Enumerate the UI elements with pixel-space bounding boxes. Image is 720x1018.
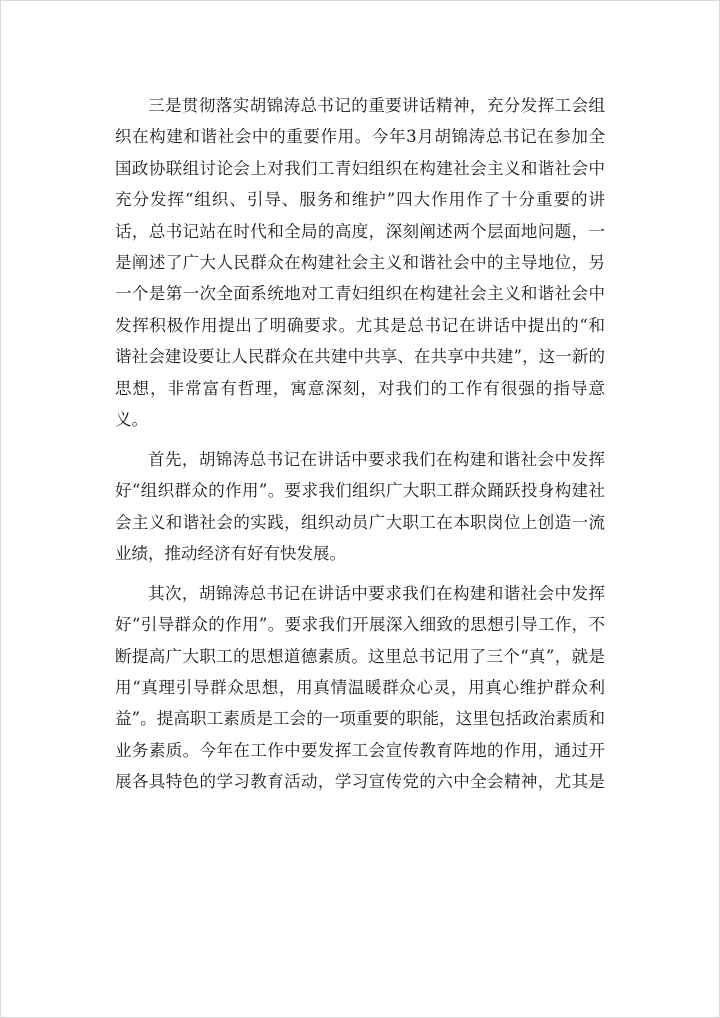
text-line: 发挥积极作用提出了明确要求。尤其是总书记在讲话中提出的“和	[115, 315, 605, 335]
text-line: 织在构建和谐社会中的重要作用。今年3月胡锦涛总书记在参加全	[115, 127, 605, 147]
text-line: 三是贯彻落实胡锦涛总书记的重要讲话精神，充分发挥工会组	[148, 96, 605, 115]
text-line: 用“真理引导群众思想，用真情温暖群众心灵，用真心维护群众利	[115, 678, 605, 698]
text-line: 一个是第一次全面系统地对工青妇组织在构建社会主义和谐社会中	[115, 284, 605, 304]
text-line: 思想，非常富有哲理，寓意深刻，对我们的工作有很强的指导意	[115, 378, 605, 398]
text-line: 业绩，推动经济有好有快发展。	[115, 543, 346, 563]
paragraph-3	[115, 578, 605, 798]
text-line: 首先，胡锦涛总书记在讲话中要求我们在构建和谐社会中发挥	[148, 449, 605, 469]
text-line: 好“引导群众的作用”。要求我们开展深入细致的思想引导工作，不	[115, 615, 605, 635]
text-line: 断提高广大职工的思想道德素质。这里总书记用了三个“真”，就是	[115, 646, 605, 666]
text-line: 益”。提高职工素质是工会的一项重要的职能，这里包括政治素质和	[115, 709, 605, 729]
text-line: 义。	[115, 409, 148, 429]
paragraph-1	[115, 90, 605, 435]
document-body	[115, 90, 605, 798]
text-line: 话，总书记站在时代和全局的高度，深刻阐述两个层面地问题，一	[115, 221, 605, 241]
text-line: 其次，胡锦涛总书记在讲话中要求我们在构建和谐社会中发挥	[148, 583, 605, 603]
text-line: 好“组织群众的作用”。要求我们组织广大职工群众踊跃投身构建社	[115, 481, 605, 501]
text-line: 业务素质。今年在工作中要发挥工会宣传教育阵地的作用，通过开	[115, 740, 605, 760]
text-line: 会主义和谐社会的实践，组织动员广大职工在本职岗位上创造一流	[115, 512, 605, 532]
paragraph-2	[115, 444, 605, 570]
text-line: 谐社会建设要让人民群众在共建中共享、在共享中共建”，这一新的	[115, 347, 605, 367]
text-line: 展各具特色的学习教育活动，学习宣传党的六中全会精神，尤其是	[115, 772, 605, 792]
text-line: 充分发挥“组织、引导、服务和维护”四大作用作了十分重要的讲	[115, 190, 605, 210]
text-line: 国政协联组讨论会上对我们工青妇组织在构建社会主义和谐社会中	[115, 158, 605, 178]
text-line: 是阐述了广大人民群众在构建社会主义和谐社会中的主导地位，另	[115, 252, 605, 272]
